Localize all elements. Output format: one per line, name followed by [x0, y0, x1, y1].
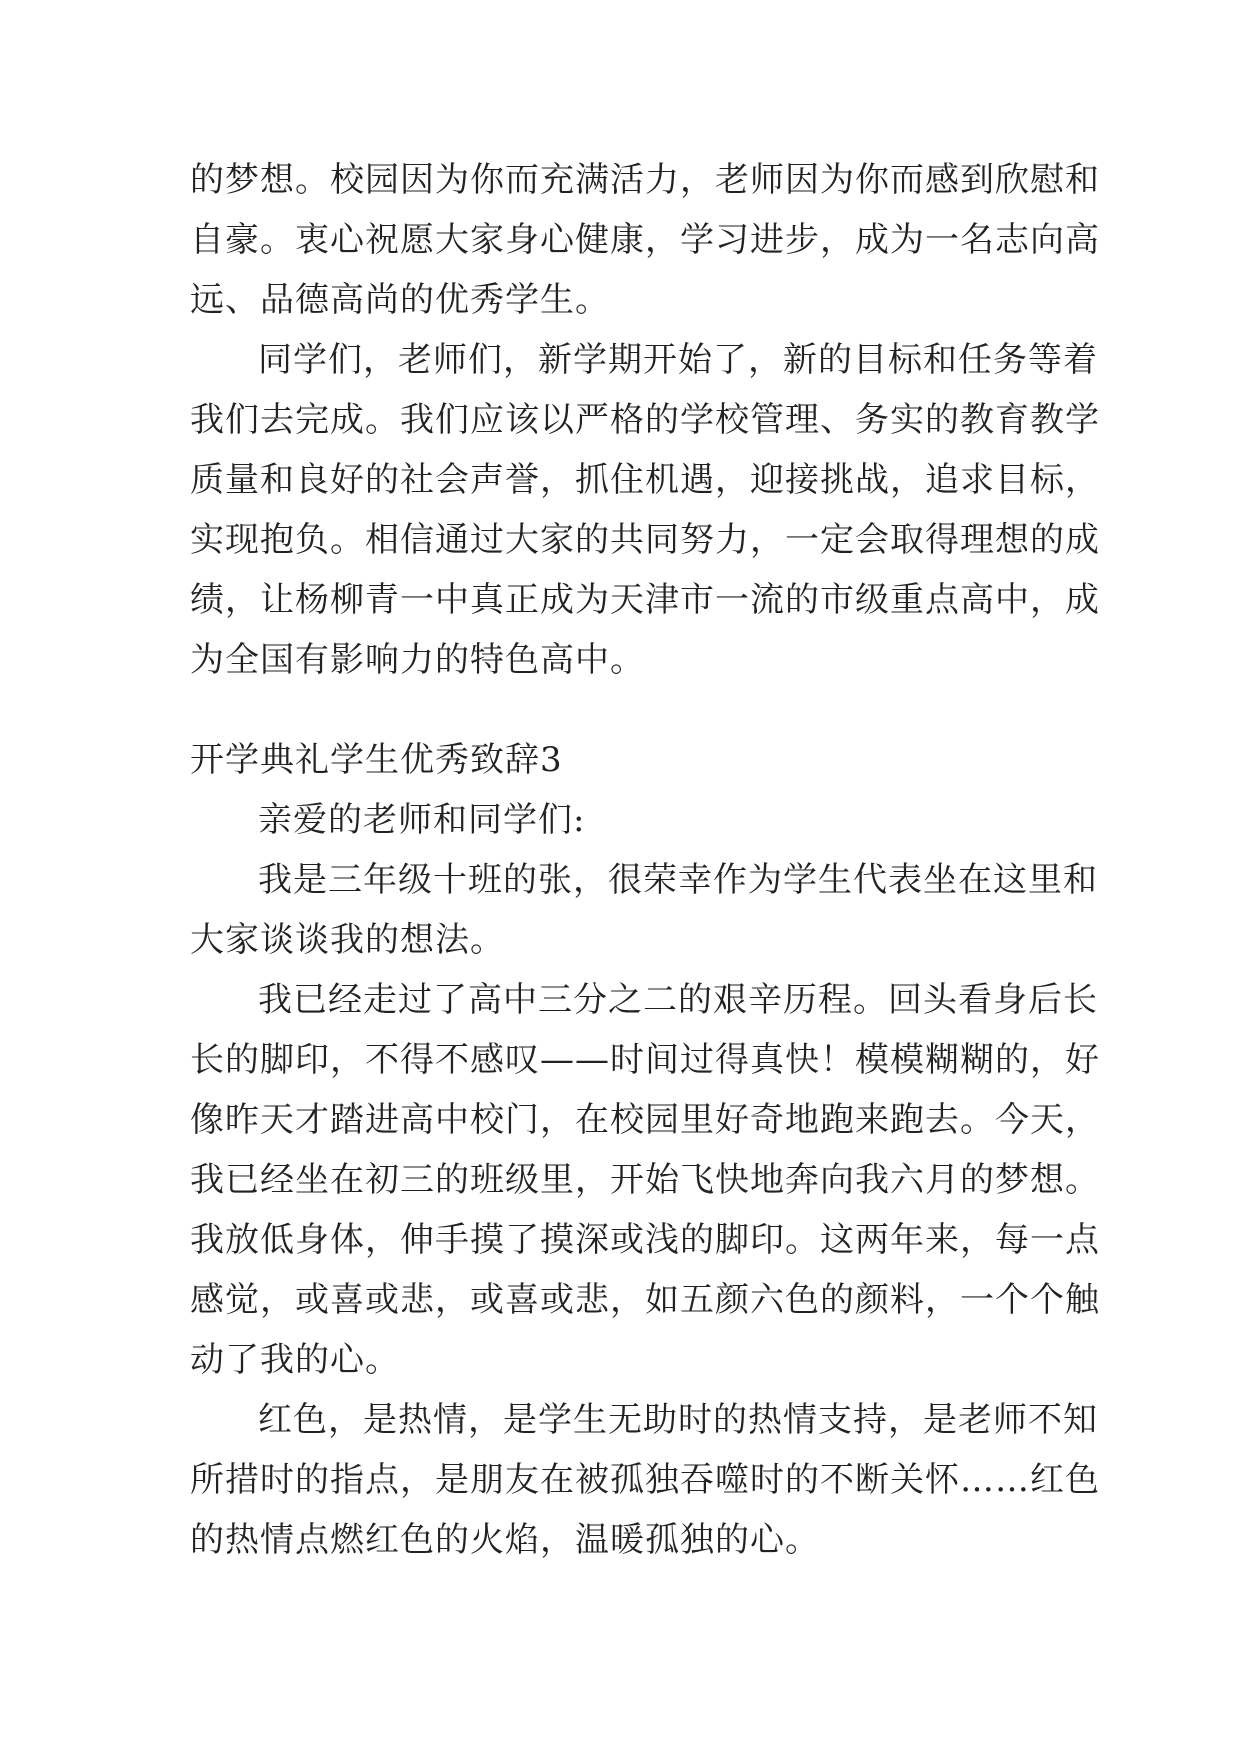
section-title — [190, 730, 1060, 790]
text-line: 自豪。衷心祝愿大家身心健康，学习进步，成为一名志向高 — [190, 220, 1100, 260]
text-line: 的梦想。校园因为你而充满活力，老师因为你而感到欣慰和 — [190, 160, 1100, 200]
salutation-text: 亲爱的老师和同学们: — [258, 800, 586, 840]
text-line: 同学们，老师们，新学期开始了，新的目标和任务等着 — [258, 340, 1098, 380]
paragraph-continuation — [190, 150, 1100, 330]
text-line: 我已经坐在初三的班级里，开始飞快地奔向我六月的梦想。 — [190, 1160, 1100, 1200]
text-line: 绩，让杨柳青一中真正成为天津市一流的市级重点高中，成 — [190, 580, 1100, 620]
text-line: 我已经走过了高中三分之二的艰辛历程。回头看身后长 — [258, 980, 1098, 1020]
text-line: 感觉，或喜或悲，或喜或悲，如五颜六色的颜料，一个个触 — [190, 1280, 1100, 1320]
salutation — [190, 790, 1060, 850]
text-line: 的热情点燃红色的火焰，温暖孤独的心。 — [190, 1520, 820, 1560]
text-line: 实现抱负。相信通过大家的共同努力，一定会取得理想的成 — [190, 520, 1100, 560]
paragraph-intro — [190, 850, 1098, 970]
text-line: 我是三年级十班的张，很荣幸作为学生代表坐在这里和 — [258, 860, 1098, 900]
text-line: 为全国有影响力的特色高中。 — [190, 640, 645, 680]
text-line: 长的脚印，不得不感叹——时间过得真快！模模糊糊的，好 — [190, 1040, 1100, 1080]
text-line: 红色，是热情，是学生无助时的热情支持，是老师不知 — [258, 1400, 1098, 1440]
text-line: 我放低身体，伸手摸了摸深或浅的脚印。这两年来，每一点 — [190, 1220, 1100, 1260]
text-line: 像昨天才踏进高中校门，在校园里好奇地跑来跑去。今天， — [190, 1100, 1100, 1140]
heading-text: 开学典礼学生优秀致辞3 — [190, 740, 563, 780]
text-line: 所措时的指点，是朋友在被孤独吞噬时的不断关怀……红色 — [190, 1460, 1100, 1500]
text-line: 动了我的心。 — [190, 1340, 400, 1380]
paragraph-new-semester — [190, 330, 1100, 690]
text-line: 大家谈谈我的想法。 — [190, 920, 505, 960]
text-line: 我们去完成。我们应该以严格的学校管理、务实的教育教学 — [190, 400, 1100, 440]
text-line: 质量和良好的社会声誉，抓住机遇，迎接挑战，追求目标， — [190, 460, 1100, 500]
text-line: 远、品德高尚的优秀学生。 — [190, 280, 610, 320]
paragraph-red — [190, 1390, 1100, 1570]
paragraph-journey — [190, 970, 1100, 1390]
